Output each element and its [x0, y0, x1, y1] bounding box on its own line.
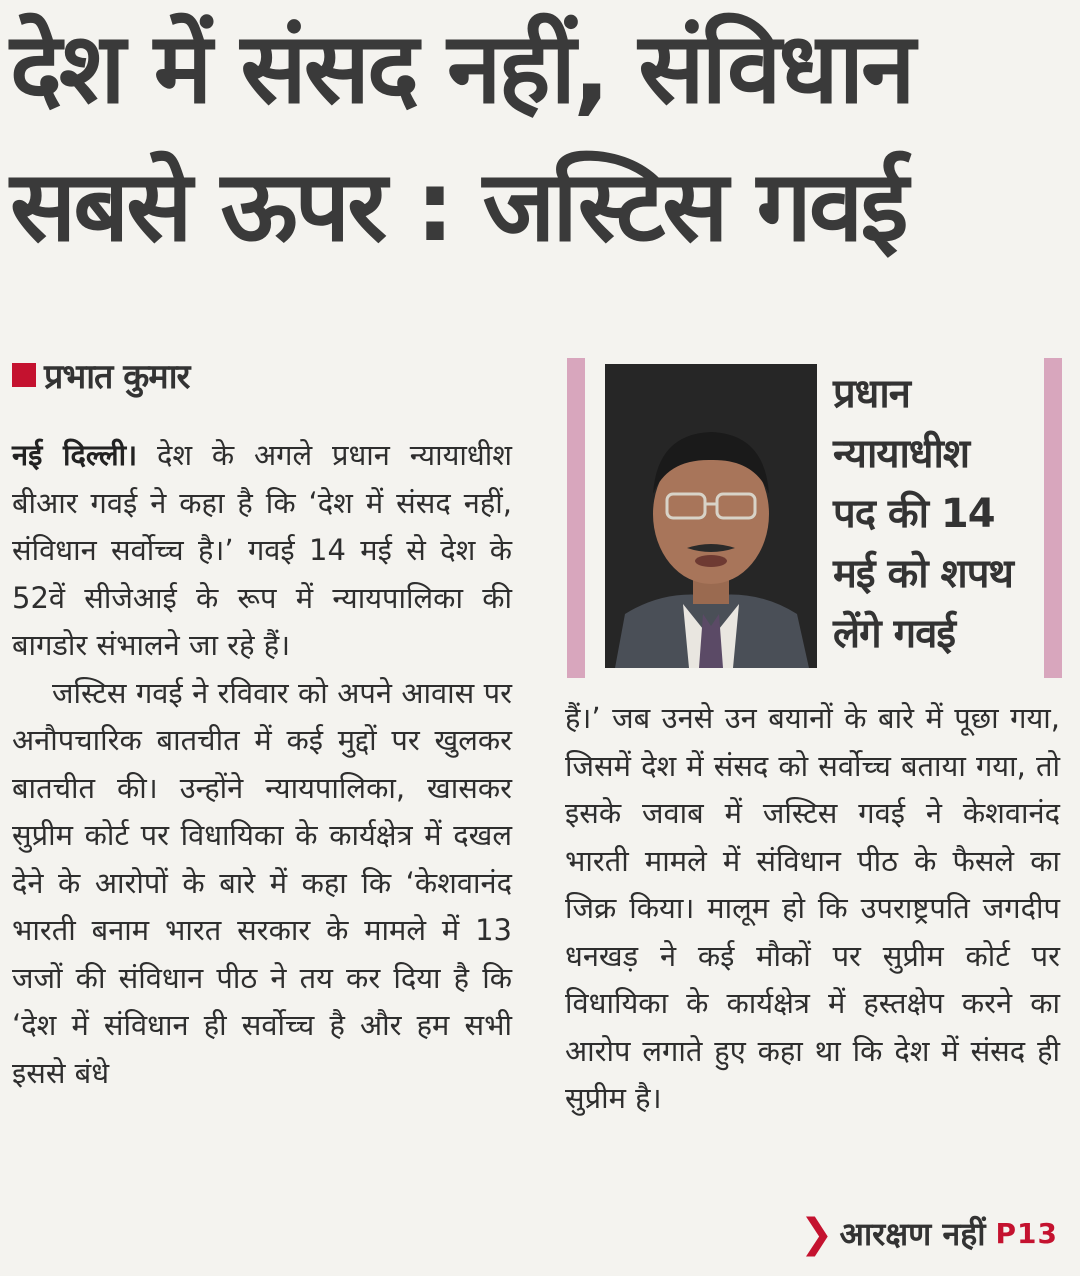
continuation-label: आरक्षण नहीं [839, 1215, 986, 1253]
portrait-photo [605, 364, 817, 668]
caption-line-3: पद की 14 [833, 491, 995, 537]
headline-line-1: देश में संसद नहीं, संविधान [10, 12, 913, 126]
right-column [565, 695, 1060, 1123]
headline [10, 0, 1072, 276]
caption-bar-right [1044, 358, 1062, 678]
left-paragraph-2: जस्टिस गवई ने रविवार को अपने आवास पर अनौपचारिक बातचीत में कई मुद्दों पर खुलकर बातचीत की। उन्होंने न्यायपालिका, खासकर सुप्रीम कोर्ट पर विधायिका के कार्यक्षेत्र में दखल देने के आरोपों के बारे में कहा कि ‘केशवानंद भारती बनाम भारत सरकार के मामले में 13 जजों की संविधान पीठ ने तय कर दिया है कि ‘देश में संविधान ही सर्वोच्च है और हम सभी इससे बंधे [12, 675, 512, 1090]
headline-line-2: सबसे ऊपर : जस्टिस गवई [10, 150, 906, 264]
caption-line-1: प्रधान [833, 371, 910, 417]
photo-caption [833, 364, 1023, 664]
caption-line-2: न्यायाधीश [833, 431, 970, 477]
left-paragraph-1 [12, 432, 512, 670]
left-paragraph-1-text: देश के अगले प्रधान न्यायाधीश बीआर गवई ने कहा है कि ‘देश में संसद नहीं, संविधान सर्वोच्च है।’ गवई 14 मई से देश के 52वें सीजेआई के रूप में न्यायपालिका की बागडोर संभालने जा रहे हैं। [12, 438, 512, 662]
continuation-link[interactable] [800, 1212, 1058, 1255]
byline-author: प्रभात कुमार [44, 357, 190, 397]
continuation-page: P13 [995, 1217, 1058, 1250]
byline [12, 352, 189, 398]
caption-line-5: लेंगे गवई [833, 611, 955, 657]
portrait-illustration [605, 364, 817, 668]
caption-bar-left [567, 358, 585, 678]
chevron-right-icon: ❯ [799, 1210, 834, 1257]
caption-line-4: मई को शपथ [833, 551, 1013, 597]
byline-square-icon [12, 363, 36, 387]
photo-box [567, 358, 1062, 678]
right-paragraph-1: हैं।’ जब उनसे उन बयानों के बारे में पूछा गया, जिसमें देश में संसद को सर्वोच्च बताया गया, तो इसके जवाब में जस्टिस गवई ने केशवानंद भारती मामले में संविधान पीठ के फैसले का जिक्र किया। मालूम हो कि उपराष्ट्रपति जगदीप धनखड़ ने कई मौकों पर सुप्रीम कोर्ट पर विधायिका के कार्यक्षेत्र में हस्तक्षेप करने का आरोप लगाते हुए कहा था कि देश में संसद ही सुप्रीम है। [565, 701, 1060, 1115]
left-column [12, 432, 512, 1097]
dateline: नई दिल्ली। [12, 438, 138, 472]
